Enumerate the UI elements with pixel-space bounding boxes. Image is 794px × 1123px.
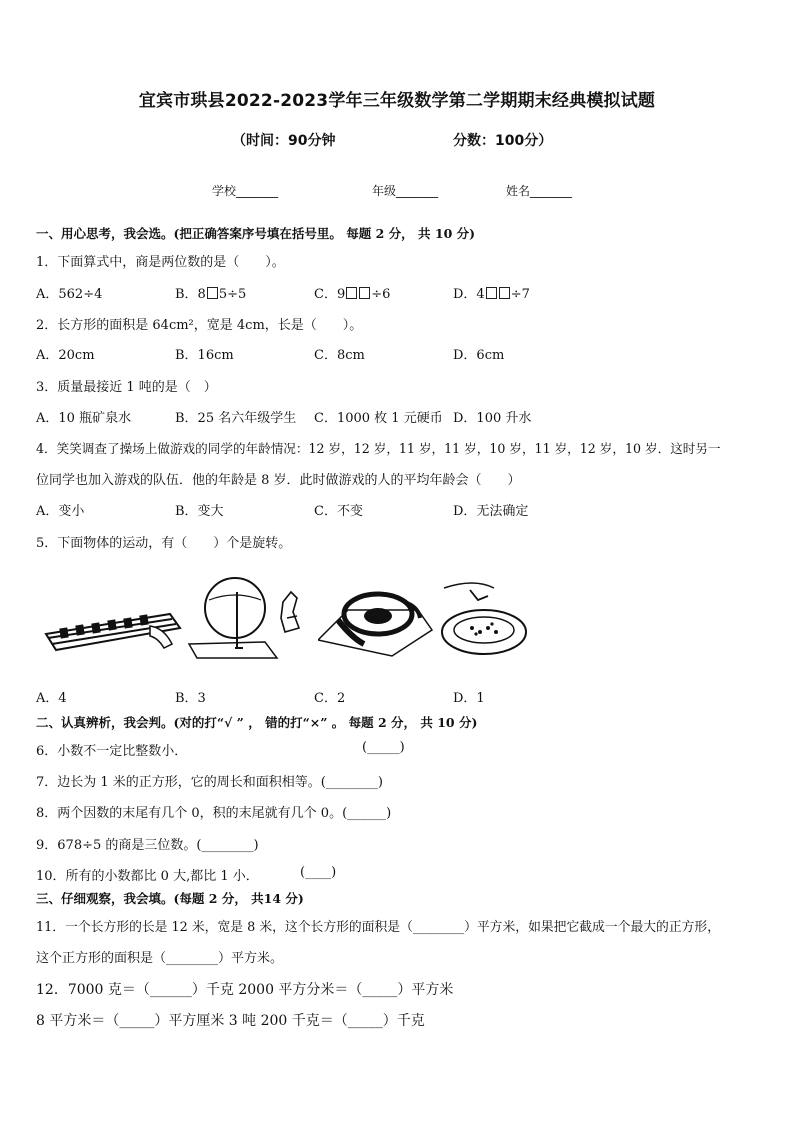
q5-option-a: A．4: [36, 691, 67, 706]
q2-option-a: A．20cm: [36, 348, 95, 363]
blank-box: [499, 287, 510, 299]
question-12-line-1: 12．7000 克＝（______）千克 2000 平方分米＝（_____）平方米: [36, 982, 454, 998]
question-5: 5．下面物体的运动，有（ ）个是旋转。: [36, 536, 292, 551]
q1-option-c: C．9 ÷6: [314, 287, 391, 302]
question-11-line-1: 11．一个长方形的长是 12 米，宽是 8 米，这个长方形的面积是（________）平方米，如果把它截成一个最大的正方形，: [36, 920, 721, 935]
question-3: 3．质量最接近 1 吨的是（ ）: [36, 380, 217, 395]
question-1: 1．下面算式中，商是两位数的是（ ）。: [36, 255, 285, 270]
question-9: 9．678÷5 的商是三位数。(________): [36, 838, 259, 853]
q1-option-d: D．4 ÷7: [453, 287, 530, 302]
blank-box: [207, 287, 218, 299]
section-1-heading: 一、用心思考，我会选。(把正确答案序号填在括号里。 每题 2 分， 共 10 分): [36, 226, 476, 241]
q3-option-d: D．100 升水: [453, 411, 532, 426]
question-2: 2．长方形的面积是 64cm²，宽是 4cm，长是（ ）。: [36, 318, 363, 333]
q4-option-a: A．变小: [36, 504, 85, 519]
school-field: 学校_______: [212, 184, 279, 198]
q5-figures: [40, 572, 540, 662]
section-2-heading: 二、认真辨析，我会判。(对的打“√ ” ， 错的打“×” 。 每题 2 分， 共 10 分): [36, 715, 478, 730]
q2-option-d: D．6cm: [453, 348, 505, 363]
q2-option-c: C．8cm: [314, 348, 365, 363]
globe-figure: [187, 572, 317, 662]
q4-option-d: D．无法确定: [453, 504, 529, 519]
question-4-line-1: 4．笑笑调查了操场上做游戏的同学的年龄情况：12 岁，12 岁，11 岁，11 岁，10 岁，11 岁，12 岁，10 岁．这时另一: [36, 441, 721, 456]
page-title: 宜宾市珙县2022-2023学年三年级数学第二学期期末经典模拟试题: [138, 91, 656, 111]
abacus-figure: [40, 586, 185, 656]
q5-option-b: B．3: [175, 691, 206, 706]
exam-score: 分数：100分）: [453, 133, 553, 149]
question-10: 10．所有的小数都比 0 大,都比 1 小．: [36, 869, 259, 884]
q5-option-d: D．1: [453, 691, 485, 706]
question-11-line-2: 这个正方形的面积是（________）平方米。: [36, 951, 284, 966]
name-field: 姓名_______: [506, 184, 573, 198]
q1-option-a: A．562÷4: [36, 287, 103, 302]
question-4-line-2: 位同学也加入游戏的队伍．他的年龄是 8 岁．此时做游戏的人的平均年龄会（ ）: [36, 473, 521, 488]
question-8: 8．两个因数的末尾有几个 0，积的末尾就有几个 0。(______): [36, 806, 392, 821]
q5-option-c: C．2: [314, 691, 346, 706]
q2-option-b: B．16cm: [175, 348, 234, 363]
faucet-figure: [440, 578, 540, 662]
grade-field: 年级_______: [372, 184, 439, 198]
q1-option-b: B．8 5÷5: [175, 287, 247, 302]
section-3-heading: 三、仔细观察，我会填。(每题 2 分， 共14 分): [36, 891, 304, 906]
q4-option-c: C．不变: [314, 504, 363, 519]
blank-box: [346, 287, 357, 299]
q4-option-b: B．变大: [175, 504, 224, 519]
q3-option-b: B．25 名六年级学生: [175, 411, 297, 426]
exam-time: （时间：90分钟: [232, 133, 336, 149]
q6-answer-blank: (_____): [362, 740, 405, 755]
q3-option-a: A．10 瓶矿泉水: [36, 411, 132, 426]
steering-wheel-figure: [318, 580, 433, 660]
question-6: 6．小数不一定比整数小．: [36, 744, 188, 759]
question-12-line-2: 8 平方米＝（_____）平方厘米 3 吨 200 千克＝（_____）千克: [36, 1013, 425, 1029]
q3-option-c: C．1000 枚 1 元硬币: [314, 411, 443, 426]
q10-answer-blank: (____): [300, 865, 337, 880]
blank-box: [486, 287, 497, 299]
blank-box: [359, 287, 370, 299]
question-7: 7．边长为 1 米的正方形，它的周长和面积相等。(________): [36, 775, 383, 790]
